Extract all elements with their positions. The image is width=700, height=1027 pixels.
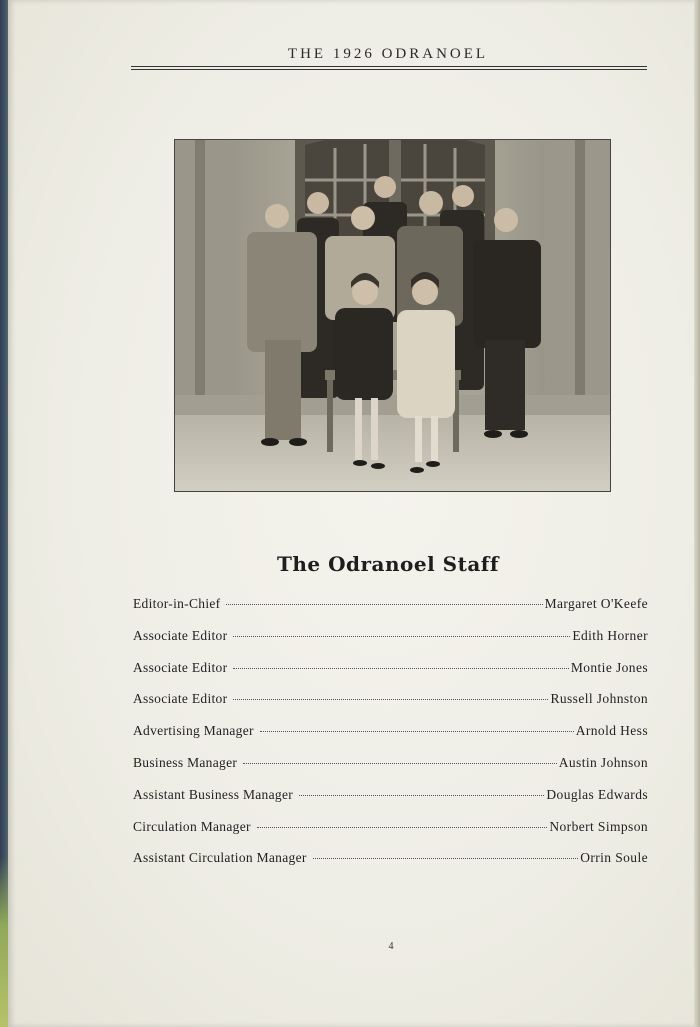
page-edge — [694, 0, 700, 1027]
staff-row — [133, 819, 648, 851]
group-photo — [174, 139, 611, 492]
staff-name: Arnold Hess — [575, 723, 648, 739]
staff-row — [133, 850, 648, 882]
group-photo-icon — [175, 140, 611, 492]
staff-name: Russell Johnston — [550, 691, 648, 707]
leader-dots — [243, 763, 557, 764]
staff-role: Editor-in-Chief — [133, 596, 221, 611]
staff-row — [133, 660, 648, 692]
running-head: THE 1926 ODRANOEL — [287, 46, 489, 62]
staff-role: Assistant Circulation Manager — [133, 850, 307, 866]
leader-dots — [257, 827, 548, 828]
staff-role: Associate Editor — [133, 627, 228, 643]
leader-dots — [233, 636, 570, 637]
leader-dots — [299, 795, 544, 796]
staff-name: Douglas Edwards — [546, 786, 648, 802]
staff-role: Business Manager — [133, 754, 238, 770]
staff-row — [133, 755, 648, 787]
staff-name: Margaret O'Keefe — [544, 596, 648, 611]
staff-list — [133, 596, 648, 882]
staff-role: Circulation Manager — [133, 818, 251, 834]
staff-role: Associate Editor — [133, 691, 228, 707]
header-rule-top — [131, 66, 647, 67]
staff-name: Norbert Simpson — [549, 818, 648, 834]
staff-row — [133, 691, 648, 723]
section-title: The Odranoel Staff — [276, 552, 500, 576]
staff-role: Advertising Manager — [133, 723, 254, 739]
leader-dots — [260, 731, 574, 732]
leader-dots — [233, 668, 568, 669]
staff-name: Montie Jones — [570, 659, 648, 675]
leader-dots — [233, 699, 548, 700]
staff-row — [133, 723, 648, 755]
staff-role: Assistant Business Manager — [133, 786, 294, 802]
leader-dots — [226, 604, 542, 605]
staff-name: Edith Horner — [572, 627, 648, 643]
staff-row — [133, 787, 648, 819]
header-rule-bottom — [131, 69, 647, 70]
leader-dots — [313, 858, 579, 859]
staff-name: Austin Johnson — [558, 754, 648, 770]
page-number: 4 — [388, 941, 394, 952]
staff-row — [133, 628, 648, 660]
staff-name: Orrin Soule — [580, 850, 648, 866]
staff-row — [133, 596, 648, 628]
staff-role: Associate Editor — [133, 659, 228, 675]
yearbook-page — [8, 0, 696, 1027]
